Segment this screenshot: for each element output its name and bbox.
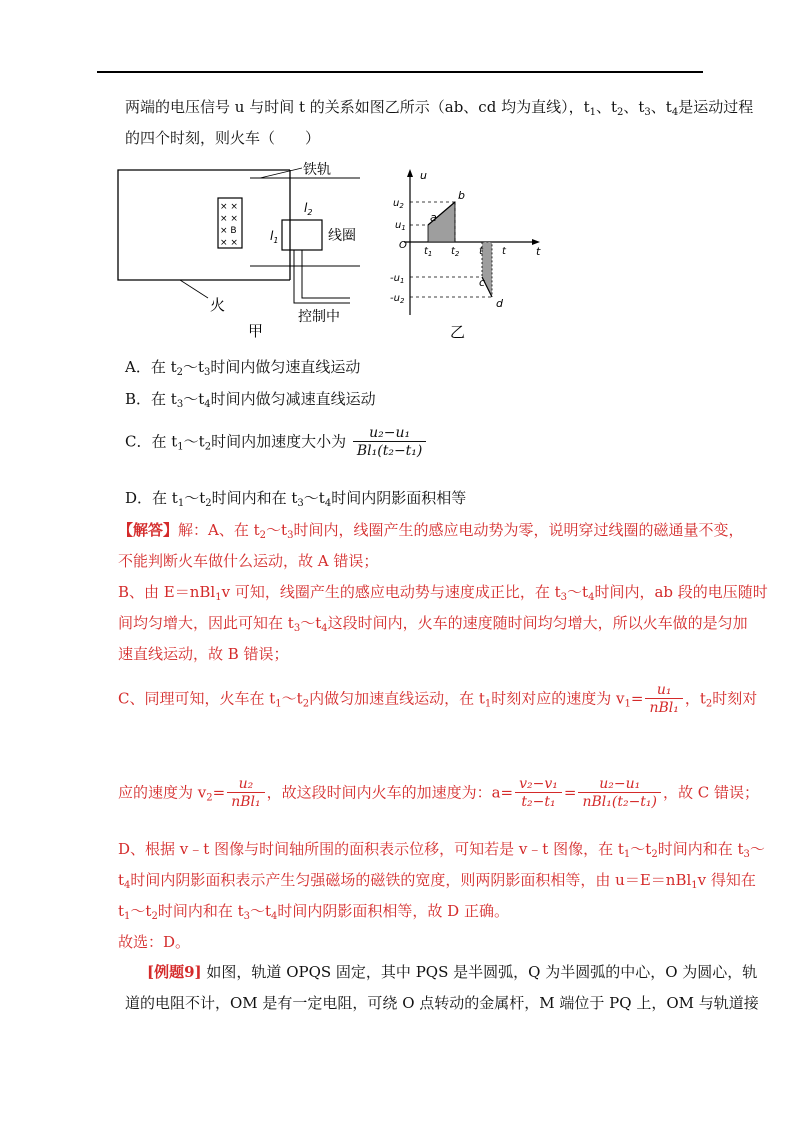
- answer-a-line1: 【解答】解：A、在 $t_2\sim t_3$时间内，线圈产生的感应电动势为零，说明穿过线圈的磁通量不变，: [118, 521, 744, 541]
- example-tag: [例题9]: [147, 963, 202, 981]
- question-intro-line2: 的四个时刻，则火车（ ）: [125, 129, 321, 147]
- magnet-mark-4: × ×: [220, 238, 238, 248]
- u1-label: $u_1$: [395, 220, 406, 232]
- header-rule: [97, 71, 703, 73]
- magnet-mark-3: × B: [220, 226, 237, 236]
- answer-c-a-fraction: $\frac{\text{v₂−v₁}}{\text{t₂−t₁}}$: [515, 776, 562, 811]
- figure-yi: [380, 165, 550, 345]
- answer-b-line2: 间均匀增大，因此可知在 $t_3\sim t_4$这段时间内，火车的速度随时间均匀增大，所以火车做的是匀加: [118, 614, 748, 634]
- t-label: t: [502, 246, 506, 257]
- train-label: 火: [210, 296, 226, 314]
- answer-c-v2-fraction: $\frac{\text{u₂}}{\text{nBl₁}}$: [227, 776, 264, 811]
- magnet-mark-1: × ×: [220, 202, 238, 212]
- coil-box: [282, 220, 322, 250]
- option-a: A．在 $t_2\sim t_3$时间内做匀速直线运动: [125, 358, 361, 378]
- answer-b-line1: B、由 E＝nBl$_1$v 可知，线圈产生的感应电动势与速度成正比，在 $t_3\sim t_4$时间内，ab 段的电压随时: [118, 583, 768, 603]
- t3-label: t: [479, 246, 483, 257]
- answer-b-line3: 速直线运动，故 B 错误；: [118, 645, 289, 663]
- option-c: C．在 $t_1\sim t_2$时间内加速度大小为 $\frac{\text{u₂−u₁}}{\text{Bl₁(t₂−t₁)}}$: [125, 425, 428, 460]
- answer-d-line1: D、根据 v﹣t 图像与时间轴所围的面积表示位移，可知若是 v﹣t 图像，在 $t_1\sim t_2$时间内和在 $t_3\sim$: [118, 840, 765, 860]
- neg-u1-label: $-u_1$: [390, 273, 405, 285]
- answer-c-a-fraction2: $\frac{\text{u₂−u₁}}{\text{nBl₁(t₂−t₁)}}$: [578, 776, 661, 811]
- coil-left-label: $l_1$: [270, 229, 279, 245]
- answer-c-line2: 应的速度为 $v_2=$ $\frac{\text{u₂}}{\text{nBl₁}}$ ，故这段时间内火车的加速度为：a= $\frac{\text{v₂−v₁}}{\text{t₂−t₁}}$ = $\frac{\text{u₂−u₁}}{\text{nBl₁(t₂−t₁)}}$ ，故 C 错误；: [118, 776, 760, 810]
- option-b: B．在 $t_3\sim t_4$时间内做匀减速直线运动: [125, 390, 376, 410]
- magnet-mark-2: × ×: [220, 214, 238, 224]
- answer-c-v1-fraction: $\frac{\text{u₁}}{\text{nBl₁}}$: [645, 682, 682, 717]
- answer-tag: 【解答】: [118, 521, 179, 539]
- coil-top-label: $l_2$: [304, 201, 313, 217]
- figure-jia: [110, 158, 370, 348]
- rail-label: 铁轨: [303, 162, 331, 178]
- question-intro-line1: 两端的电压信号 u 与时间 t 的关系如图乙所示（ab、cd 均为直线），$t_1$、$t_2$、$t_3$、$t_4$是运动过程: [125, 98, 754, 118]
- figure-jia-caption: 甲: [248, 322, 264, 340]
- answer-c-line1: C、同理可知，火车在 $t_1\sim t_2$内做匀加速直线运动，在 $t_1$时刻对应的速度为 $v_1=$ $\frac{\text{u₁}}{\text{nBl₁}}$ ，$t_2$时刻对: [118, 682, 758, 716]
- u2-label: $u_2$: [393, 198, 404, 210]
- answer-a-line2: 不能判断火车做什么运动，故 A 错误；: [118, 552, 379, 570]
- origin-label: O: [399, 240, 407, 251]
- neg-u2-label: $-u_2$: [390, 293, 405, 305]
- point-d-label: d: [496, 297, 503, 310]
- t2-label: $t_2$: [451, 246, 460, 258]
- figure-yi-caption: 乙: [450, 323, 466, 341]
- option-d: D．在 $t_1\sim t_2$时间内和在 $t_3\sim t_4$时间内阴影面积相等: [125, 489, 467, 509]
- example-line1: [例题9] 如图，轨道 OPQS 固定，其中 PQS 是半圆弧，Q 为半圆弧的中心，O 为圆心，轨: [147, 963, 758, 981]
- t1-label: $t_1$: [424, 246, 433, 258]
- y-axis-label: u: [420, 169, 427, 182]
- answer-final: 故选：D。: [118, 933, 191, 951]
- point-c-label: c: [479, 276, 486, 289]
- control-label: 控制中: [298, 309, 340, 325]
- option-c-fraction: $\frac{\text{u₂−u₁}}{\text{Bl₁(t₂−t₁)}}$: [353, 425, 427, 460]
- example-line2: 道的电阻不计，OM 是有一定电阻，可绕 O 点转动的金属杆，M 端位于 PQ 上，OM 与轨道接: [125, 994, 759, 1012]
- coil-label: 线圈: [328, 228, 356, 244]
- answer-d-line3: $t_1\sim t_2$时间内和在 $t_3\sim t_4$时间内阴影面积相等，故 D 正确。: [118, 902, 509, 922]
- x-axis-label: t: [536, 245, 541, 258]
- point-b-label: b: [458, 189, 465, 202]
- point-a-label: a: [430, 211, 437, 224]
- answer-d-line2: $t_4$时间内阴影面积表示产生匀强磁场的磁铁的宽度，则两阴影面积相等，由 u＝E＝nBl$_1$v 得知在: [118, 871, 756, 891]
